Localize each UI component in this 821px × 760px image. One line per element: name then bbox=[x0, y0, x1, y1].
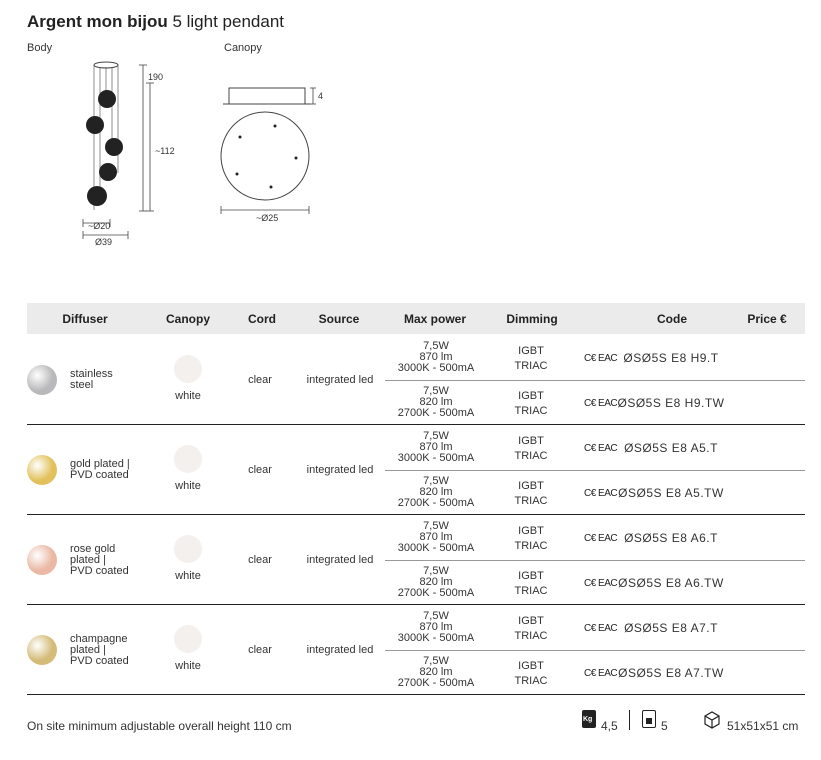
product-name: Argent mon bijou bbox=[27, 12, 168, 31]
ce-eac-mark: C€ EAC bbox=[584, 668, 618, 679]
dimming-value: IGBT bbox=[518, 480, 544, 492]
power-value: 870 lm bbox=[419, 531, 453, 543]
dimming-value: TRIAC bbox=[514, 585, 548, 597]
product-code: ØSØ5S E8 A7.T bbox=[624, 621, 718, 635]
cord-value: clear bbox=[248, 374, 272, 386]
row-divider bbox=[385, 650, 805, 651]
product-code: ØSØ5S E8 A6.T bbox=[624, 531, 718, 545]
ce-eac-mark: C€ EAC bbox=[584, 578, 618, 589]
diffuser-text: PVD coated bbox=[70, 654, 129, 667]
header-code: Code bbox=[657, 312, 687, 326]
diffuser-text: stainless bbox=[70, 368, 113, 380]
dimming-value: TRIAC bbox=[514, 450, 548, 462]
power-value: 820 lm bbox=[419, 666, 453, 678]
ce-eac-mark: C€ EAC bbox=[584, 443, 618, 454]
dimming-value: TRIAC bbox=[514, 675, 548, 687]
pendant-globe bbox=[86, 116, 104, 134]
dim-d39: Ø39 bbox=[95, 237, 113, 247]
cord-value: clear bbox=[248, 644, 272, 656]
pendant-globe bbox=[87, 186, 107, 206]
ce-eac-mark: C€ EAC bbox=[584, 533, 618, 544]
diffuser-text: steel bbox=[70, 379, 94, 391]
diffuser-text: PVD coated bbox=[70, 469, 129, 481]
diffuser-text: champagne bbox=[70, 632, 128, 645]
cord-value: clear bbox=[248, 554, 272, 566]
dimming-value: TRIAC bbox=[514, 630, 548, 642]
diffuser-text: plated | bbox=[70, 553, 106, 566]
diffuser-swatch bbox=[27, 635, 57, 665]
footer-divider bbox=[629, 710, 630, 730]
product-code: ØSØ5S E8 A5.TW bbox=[618, 486, 724, 500]
group-divider bbox=[27, 604, 805, 605]
dim-d20: ~Ø20 bbox=[88, 221, 111, 231]
footer-note: On site minimum adjustable overall height 110 cm bbox=[27, 719, 292, 733]
header-price: Price € bbox=[747, 312, 787, 326]
power-value: 2700K - 500mA bbox=[397, 407, 475, 419]
power-value: 3000K - 500mA bbox=[397, 542, 475, 554]
power-value: 870 lm bbox=[419, 351, 453, 363]
dimming-value: TRIAC bbox=[514, 540, 548, 552]
diffuser-swatch bbox=[27, 545, 57, 575]
pendant-globe bbox=[105, 138, 123, 156]
dim-112: ~112 bbox=[155, 146, 175, 156]
product-code: ØSØ5S E8 A6.TW bbox=[618, 576, 724, 590]
dimming-value: IGBT bbox=[518, 525, 544, 537]
canopy-swatch bbox=[174, 445, 202, 473]
weight-icon bbox=[582, 710, 596, 728]
canopy-swatch bbox=[174, 355, 202, 383]
dimming-value: IGBT bbox=[518, 660, 544, 672]
power-value: 820 lm bbox=[419, 396, 453, 408]
power-value: 7,5W bbox=[423, 655, 449, 667]
row-divider bbox=[385, 560, 805, 561]
source-value: integrated led bbox=[306, 644, 374, 656]
dimming-value: IGBT bbox=[518, 390, 544, 402]
product-code: ØSØ5S E8 A7.TW bbox=[618, 666, 724, 680]
dimming-value: TRIAC bbox=[514, 405, 548, 417]
header-cord: Cord bbox=[248, 312, 276, 326]
canopy-swatch bbox=[174, 625, 202, 653]
power-value: 2700K - 500mA bbox=[397, 677, 475, 689]
cord-value: clear bbox=[248, 464, 272, 476]
source-value: integrated led bbox=[306, 554, 374, 566]
group-divider bbox=[27, 424, 805, 425]
source-value: integrated led bbox=[306, 464, 374, 476]
packages-count: 5 bbox=[661, 719, 668, 733]
power-value: 7,5W bbox=[423, 475, 449, 487]
pendant-globe bbox=[98, 90, 116, 108]
ce-eac-mark: C€ EAC bbox=[584, 398, 618, 409]
header-max-power: Max power bbox=[403, 312, 466, 326]
ce-eac-mark: C€ EAC bbox=[584, 353, 618, 364]
canopy-label: Canopy bbox=[224, 42, 262, 54]
dimming-value: TRIAC bbox=[514, 360, 548, 372]
power-value: 7,5W bbox=[423, 385, 449, 397]
product-code: ØSØ5S E8 H9.TW bbox=[617, 396, 725, 410]
dimming-value: IGBT bbox=[518, 615, 544, 627]
power-value: 2700K - 500mA bbox=[397, 587, 475, 599]
product-subtitle: 5 light pendant bbox=[172, 12, 284, 31]
canopy-swatch bbox=[174, 535, 202, 563]
body-label: Body bbox=[27, 42, 53, 54]
header-canopy: Canopy bbox=[165, 312, 210, 326]
canopy-value: white bbox=[175, 390, 201, 402]
dimming-value: TRIAC bbox=[514, 495, 548, 507]
row-divider bbox=[385, 380, 805, 381]
row-divider bbox=[385, 470, 805, 471]
dimming-value: IGBT bbox=[518, 570, 544, 582]
dim-190: 190 bbox=[148, 72, 164, 82]
box-icon bbox=[702, 709, 722, 729]
diffuser-text: PVD coated bbox=[70, 564, 129, 577]
product-title bbox=[27, 12, 284, 32]
power-value: 3000K - 500mA bbox=[397, 362, 475, 374]
canopy-value: white bbox=[175, 480, 201, 492]
box-size: 51x51x51 cm bbox=[727, 719, 799, 733]
table-header bbox=[27, 303, 805, 334]
canopy-value: white bbox=[175, 660, 201, 672]
packages-icon bbox=[642, 710, 656, 728]
power-value: 7,5W bbox=[423, 565, 449, 577]
canopy-drawing bbox=[215, 80, 325, 220]
product-code: ØSØ5S E8 A5.T bbox=[624, 441, 718, 455]
diffuser-swatch bbox=[27, 455, 57, 485]
power-value: 820 lm bbox=[419, 576, 453, 588]
header-diffuser: Diffuser bbox=[62, 312, 108, 326]
header-source: Source bbox=[318, 312, 360, 326]
diffuser-swatch bbox=[27, 365, 57, 395]
power-value: 870 lm bbox=[419, 621, 453, 633]
power-value: 7,5W bbox=[423, 430, 449, 442]
power-value: 7,5W bbox=[423, 340, 449, 352]
diffuser-text: plated | bbox=[70, 643, 106, 656]
ce-eac-mark: C€ EAC bbox=[584, 488, 618, 499]
dimming-value: IGBT bbox=[518, 345, 544, 357]
weight-icon-text: Kg bbox=[583, 716, 593, 723]
pendant-globe bbox=[99, 163, 117, 181]
power-value: 7,5W bbox=[423, 610, 449, 622]
group-divider bbox=[27, 694, 805, 695]
weight-value: 4,5 bbox=[601, 719, 618, 733]
group-divider bbox=[27, 514, 805, 515]
power-value: 3000K - 500mA bbox=[397, 632, 475, 644]
diffuser-text: gold plated | bbox=[70, 458, 130, 470]
diffuser-text: rose gold bbox=[70, 542, 116, 555]
header-dimming: Dimming bbox=[506, 312, 558, 326]
power-value: 820 lm bbox=[419, 486, 453, 498]
power-value: 870 lm bbox=[419, 441, 453, 453]
dim-4: 4 bbox=[318, 91, 324, 101]
source-value: integrated led bbox=[306, 374, 374, 386]
power-value: 3000K - 500mA bbox=[397, 452, 475, 464]
dim-d25: ~Ø25 bbox=[256, 213, 279, 223]
ce-eac-mark: C€ EAC bbox=[584, 623, 618, 634]
power-value: 7,5W bbox=[423, 520, 449, 532]
canopy-value: white bbox=[175, 570, 201, 582]
product-code: ØSØ5S E8 H9.T bbox=[623, 351, 719, 365]
dimming-value: IGBT bbox=[518, 435, 544, 447]
power-value: 2700K - 500mA bbox=[397, 497, 475, 509]
